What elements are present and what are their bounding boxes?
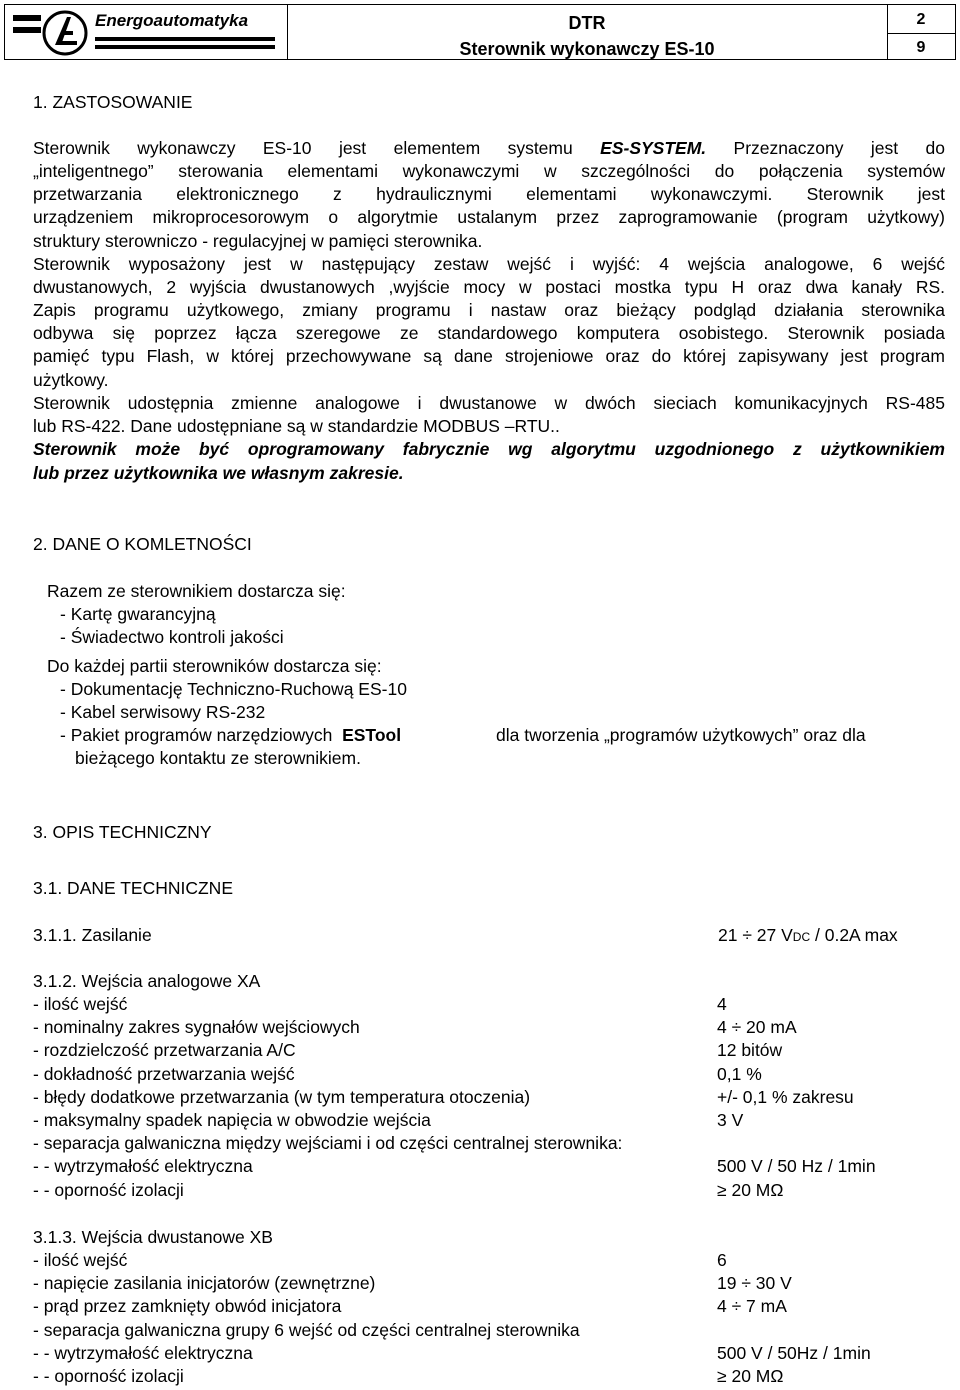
spec-value: ≥ 20 MΩ [717,1366,784,1386]
spec-value: 21 ÷ 27 VDC / 0.2A max [718,925,898,945]
spec-label: - prąd przez zamknięty obwód inicjatora [33,1296,342,1317]
paragraph-line: użytkowy. [33,370,109,390]
spec-label: - separacja galwaniczna grupy 6 wejść od części centralnej sterownika [33,1319,580,1340]
paragraph-line: Sterownik wykonawczy ES-10 jest elementem systemu ES-SYSTEM. Przeznaczony jest do [33,138,945,158]
spec-value: 3 V [717,1110,744,1130]
paragraph-line: pamięć typu Flash, w której przechowywane są dane strojeniowe oraz do której zapisywany jest program [33,346,945,366]
page-header [4,4,956,60]
company-cell [5,5,288,59]
paragraph-line: odbywa się poprzez łącza szeregowe ze standardowego komputera osobistego. Sterownik posiada [33,323,945,343]
paragraph-line: urządzeniem mikroprocesorowym o algorytmie ustalanym przez zaprogramowanie (program użytkowy) [33,207,945,227]
spec-label: - separacja galwaniczna między wejściami i od części centralnej sterownika: [33,1133,623,1154]
spec-value: +/- 0,1 % zakresu [717,1086,854,1107]
spec-label: - błędy dodatkowe przetwarzania (w tym temperatura otoczenia) [33,1086,531,1107]
section-heading: 3. OPIS TECHNICZNY [33,822,212,842]
spec-label: - napięcie zasilania inicjatorów (zewnętrzne) [33,1273,376,1294]
paragraph-line: „inteligentnego” sterowania elementami wykonawczymi w szczególności do połączenia systemów [33,161,945,181]
spec-label: - maksymalny spadek napięcia w obwodzie wejścia [33,1110,431,1130]
spec-value: 12 bitów [717,1040,783,1061]
paragraph-line: lub RS-422. Dane udostępniane są w standardzie MODBUS –RTU.. [33,416,560,436]
spec-heading: 3.1.2. Wejścia analogowe XA [33,971,261,991]
list-item: - Świadectwo kontroli jakości [60,627,284,647]
spec-value: 500 V / 50Hz / 1min [717,1342,871,1363]
spec-label: - ilość wejść [33,994,128,1014]
doc-type: DTR [568,13,606,33]
spec-label: - - wytrzymałość elektryczna [33,1156,253,1177]
company-name: Energoautomatyka [95,11,249,30]
list-item: - Kabel serwisowy RS-232 [60,702,266,722]
spec-label: - rozdzielczość przetwarzania A/C [33,1040,296,1061]
page-number-bottom: 9 [916,39,926,56]
list-intro: Razem ze sterownikiem dostarcza się: [47,581,346,601]
paragraph-line: dwustanowych, 2 wyjścia dwustanowych ,wyjście mocy w postaci mostka typu H oraz dwa kanały RS. [33,277,945,297]
spec-heading: 3.1.3. Wejścia dwustanowe XB [33,1227,273,1247]
list-item-pakiet-cont: bieżącego kontaktu ze sterownikiem. [75,748,361,768]
spec-value: 0,1 % [717,1063,762,1084]
paragraph-line: przetwarzania elektronicznego z hydraulicznymi elementami wykonawczymi. Sterownik jest [33,184,945,204]
title-cell [287,5,888,59]
paragraph-line: Sterownik wyposażony jest w następujący zestaw wejść i wyjść: 4 wejścia analogowe, 6 wejść [33,254,945,274]
list-item-pakiet: - Pakiet programów narzędziowych ESTool [60,725,402,745]
subsection-heading: 3.1. DANE TECHNICZNE [33,878,233,898]
spec-label: - - oporność izolacji [33,1366,184,1386]
paragraph-line: Sterownik udostępnia zmienne analogowe i dwustanowe w dwóch sieciach komunikacyjnych RS-485 [33,393,945,413]
emphasis-line: lub przez użytkownika we własnym zakresie. [33,463,404,483]
spec-value: ≥ 20 MΩ [717,1179,784,1200]
list-item: - Dokumentację Techniczno-Ruchową ES-10 [60,679,407,699]
paragraph-line: struktury sterowniczo - regulacyjnej w pamięci sterownika. [33,231,483,251]
spec-value: 6 [717,1250,727,1270]
spec-heading: 3.1.1. Zasilanie [33,925,152,945]
list-intro: Do każdej partii sterowników dostarcza się: [47,656,382,676]
section-heading: 2. DANE O KOMLETNOŚCI [33,534,252,554]
spec-value: 4 ÷ 7 mA [717,1296,787,1317]
section-heading: 1. ZASTOSOWANIE [33,92,193,112]
doc-title: Sterownik wykonawczy ES-10 [459,39,715,59]
spec-label: - nominalny zakres sygnałów wejściowych [33,1017,360,1038]
spec-value: 4 [717,994,727,1014]
spec-label: - - oporność izolacji [33,1179,184,1200]
list-item: - Kartę gwarancyjną [60,604,216,624]
page-number-top: 2 [916,11,926,28]
spec-label: - dokładność przetwarzania wejść [33,1063,295,1084]
spec-value: 500 V / 50 Hz / 1min [717,1156,876,1177]
paragraph-line: Zapis programu użytkowego, zmiany programu i nastaw oraz bieżący podgląd działania sterownika [33,300,945,320]
spec-label: - ilość wejść [33,1250,128,1270]
emphasis-line: Sterownik może być oprogramowany fabrycznie wg algorytmu uzgodnionego z użytkownikiem [33,439,945,459]
spec-label: - - wytrzymałość elektryczna [33,1342,253,1363]
page-number-cell [887,5,955,59]
spec-value: 4 ÷ 20 mA [717,1017,797,1038]
company-logo-icon [41,9,89,57]
list-item-pakiet-cont: dla tworzenia „programów użytkowych” oraz dla [496,725,866,745]
spec-value: 19 ÷ 30 V [717,1273,792,1294]
